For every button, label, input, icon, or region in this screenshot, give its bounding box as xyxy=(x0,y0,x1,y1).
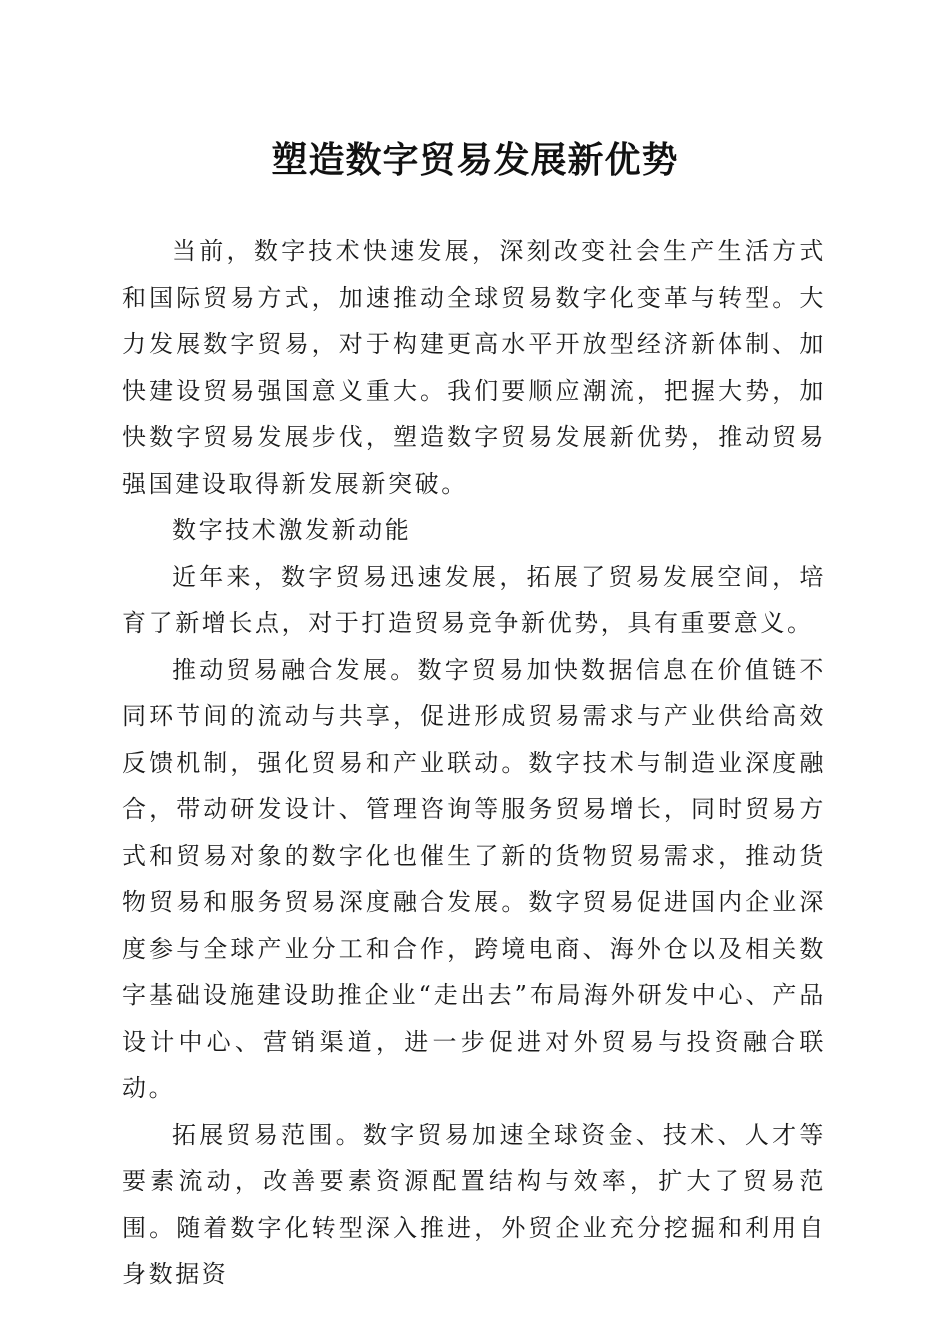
paragraph-trade-integration: 推动贸易融合发展。数字贸易加快数据信息在价值链不同环节间的流动与共享，促进形成贸易需求与产业供给高效反馈机制，强化贸易和产业联动。数字技术与制造业深度融合，带动研发设计、管理咨询等服务贸易增长，同时贸易方式和贸易对象的数字化也催生了新的货物贸易需求，推动货物贸易和服务贸易深度融合发展。数字贸易促进国内企业深度参与全球产业分工和合作，跨境电商、海外仓以及相关数字基础设施建设助推企业“走出去”布局海外研发中心、产品设计中心、营销渠道，进一步促进对外贸易与投资融合联动。 xyxy=(122,655,826,1102)
document-body xyxy=(122,228,826,1298)
paragraph-recent-years: 近年来，数字贸易迅速发展，拓展了贸易发展空间，培育了新增长点，对于打造贸易竞争新优势，具有重要意义。 xyxy=(122,562,826,637)
paragraph-intro: 当前，数字技术快速发展，深刻改变社会生产生活方式和国际贸易方式，加速推动全球贸易数字化变革与转型。大力发展数字贸易，对于构建更高水平开放型经济新体制、加快建设贸易强国意义重大。我们要顺应潮流，把握大势，加快数字贸易发展步伐，塑造数字贸易发展新优势，推动贸易强国建设取得新发展新突破。 xyxy=(122,237,826,498)
document-title: 塑造数字贸易发展新优势 xyxy=(271,139,679,181)
section-heading: 数字技术激发新动能 xyxy=(172,516,412,544)
paragraph-trade-scope: 拓展贸易范围。数字贸易加速全球资金、技术、人才等要素流动，改善要素资源配置结构与效率，扩大了贸易范围。随着数字化转型深入推进，外贸企业充分挖掘和利用自身数据资 xyxy=(122,1120,826,1288)
